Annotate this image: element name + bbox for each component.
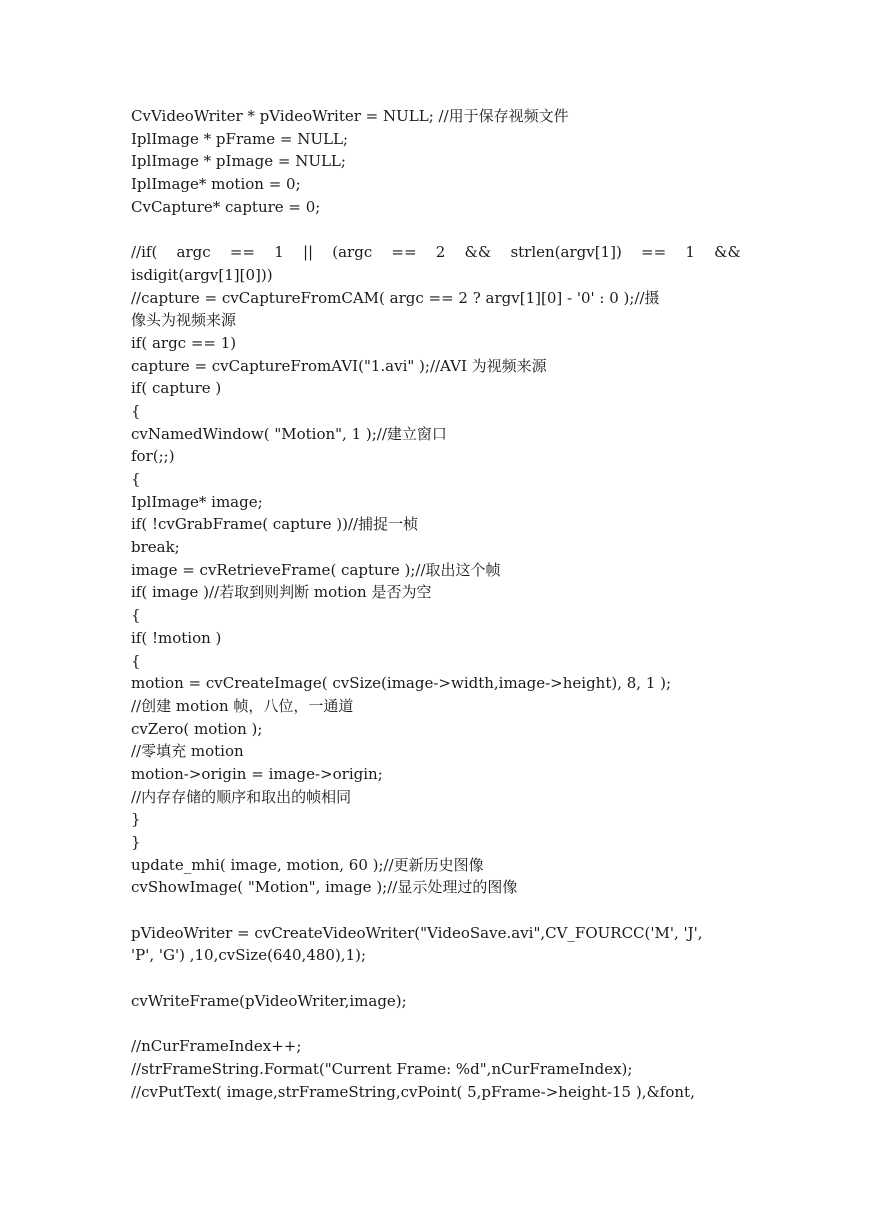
code-line: IplImage* image; xyxy=(131,492,263,511)
code-line: if( capture ) xyxy=(131,379,222,398)
code-line: IplImage* motion = 0; xyxy=(131,175,301,194)
code-line xyxy=(131,899,741,922)
code-line: for(;;) xyxy=(131,447,175,466)
code-token: == xyxy=(229,243,255,262)
code-line xyxy=(131,967,741,990)
code-line: CvCapture* capture = 0; xyxy=(131,197,321,216)
code-line: IplImage * pFrame = NULL; xyxy=(131,129,349,148)
code-line: //cvPutText( image,strFrameString,cvPoint( 5,pFrame->height-15 ),&font, xyxy=(131,1082,695,1101)
code-line: //strFrameString.Format("Current Frame: %d",nCurFrameIndex); xyxy=(131,1059,633,1078)
code-line: } xyxy=(131,810,141,829)
code-line: update_mhi( image, motion, 60 );//更新历史图像 xyxy=(131,855,484,874)
code-listing xyxy=(131,105,741,1103)
code-line: cvShowImage( "Motion", image );//显示处理过的图像 xyxy=(131,878,518,897)
code-token: (argc xyxy=(332,243,373,262)
code-line: IplImage * pImage = NULL; xyxy=(131,152,346,171)
code-line: image = cvRetrieveFrame( capture );//取出这个帧 xyxy=(131,560,501,579)
code-line: motion = cvCreateImage( cvSize(image->width,image->height), 8, 1 ); xyxy=(131,674,672,693)
code-line: //创建 motion 帧，八位，一通道 xyxy=(131,696,354,715)
code-line: pVideoWriter = cvCreateVideoWriter("VideoSave.avi",CV_FOURCC('M', 'J', xyxy=(131,923,703,942)
code-token: strlen(argv[1]) xyxy=(510,243,622,262)
code-line: cvZero( motion ); xyxy=(131,719,263,738)
code-line xyxy=(131,241,741,264)
code-line: cvWriteFrame(pVideoWriter,image); xyxy=(131,991,407,1010)
code-line: 'P', 'G') ,10,cvSize(640,480),1); xyxy=(131,946,367,965)
code-line xyxy=(131,218,741,241)
code-token: 2 xyxy=(435,243,446,262)
code-token: 1 xyxy=(685,243,695,262)
code-line: motion->origin = image->origin; xyxy=(131,764,383,783)
code-line: if( !motion ) xyxy=(131,628,222,647)
code-line: //内存存储的顺序和取出的帧相同 xyxy=(131,787,352,806)
code-token: argc xyxy=(176,243,211,262)
code-token: && xyxy=(464,243,492,262)
code-line: { xyxy=(131,470,141,488)
code-line: //零填充 motion xyxy=(131,742,244,761)
code-line: { xyxy=(131,606,141,625)
code-line: //capture = cvCaptureFromCAM( argc == 2 ? argv[1][0] - '0' : 0 );//摄 xyxy=(131,288,660,307)
code-token: && xyxy=(714,243,741,262)
code-line: cvNamedWindow( "Motion", 1 );//建立窗口 xyxy=(131,424,447,443)
code-line: { xyxy=(131,651,141,670)
code-line: if( argc == 1) xyxy=(131,333,237,352)
code-line: } xyxy=(131,833,141,851)
code-line: capture = cvCaptureFromAVI("1.avi" );//AVI 为视频来源 xyxy=(131,356,547,375)
code-token: //if( xyxy=(131,243,158,262)
code-line: { xyxy=(131,401,141,420)
code-line: break; xyxy=(131,538,180,557)
code-line: if( image )//若取到则判断 motion 是否为空 xyxy=(131,583,432,602)
code-token: == xyxy=(641,243,667,262)
code-line: if( !cvGrabFrame( capture ))//捕捉一桢 xyxy=(131,515,419,534)
code-line: CvVideoWriter * pVideoWriter = NULL; //用于保存视频文件 xyxy=(131,107,569,125)
code-line: 像头为视频来源 xyxy=(131,311,237,330)
code-line: //nCurFrameIndex++; xyxy=(131,1037,302,1056)
code-token: 1 xyxy=(274,243,284,262)
code-line xyxy=(131,1013,741,1036)
code-token: == xyxy=(391,243,417,262)
code-line: isdigit(argv[1][0])) xyxy=(131,265,273,284)
code-token: || xyxy=(302,243,314,262)
